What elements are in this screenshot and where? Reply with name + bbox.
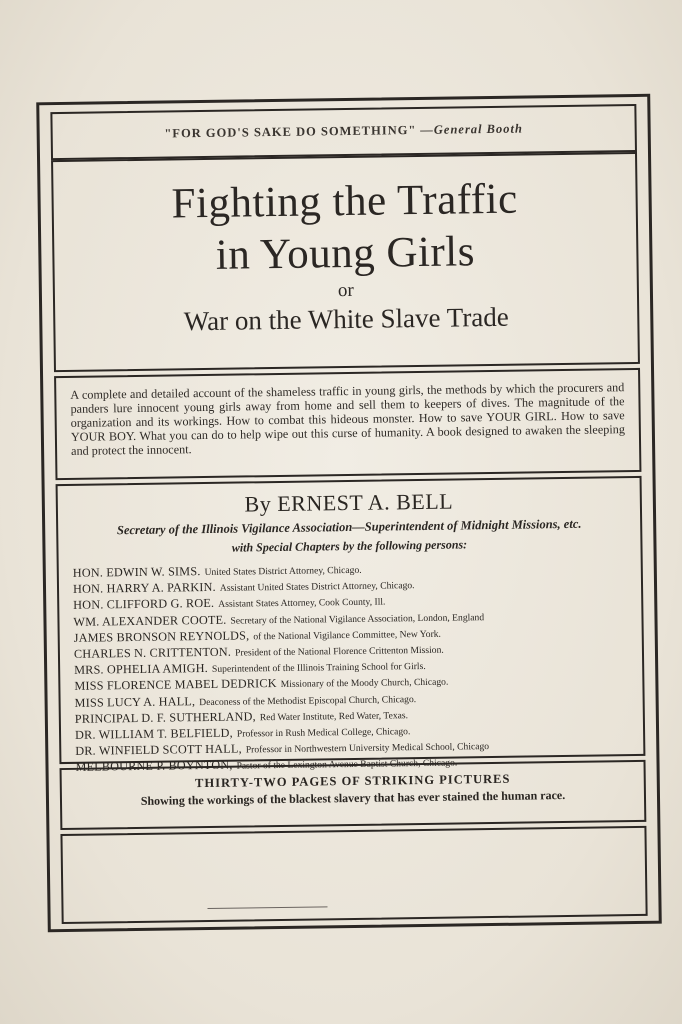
contributor-name: MRS. OPHELIA AMIGH. xyxy=(74,661,209,678)
motto-box xyxy=(50,104,637,160)
motto-quote: "FOR GOD'S SAKE DO SOMETHING" xyxy=(164,123,417,141)
contributor-role: Red Water Institute, Red Water, Texas. xyxy=(259,710,409,724)
contributor-name: MISS FLORENCE MABEL DEDRICK xyxy=(74,676,277,694)
or-connector: or xyxy=(337,279,354,302)
book-title-page xyxy=(36,94,662,932)
contributor-name: MISS LUCY A. HALL, xyxy=(74,693,196,710)
book-title xyxy=(53,172,636,284)
contributor-role: Professor in Northwestern University Medical School, Chicago xyxy=(245,741,490,756)
author-by-line: By ERNEST A. BELL xyxy=(244,488,454,517)
contributor-role: Pastor of the Lexington Avenue Baptist Church, Chicago. xyxy=(236,757,458,773)
pictures-box xyxy=(60,757,647,830)
motto-author: —General Booth xyxy=(420,121,523,137)
contributor-name: CHARLES N. CRITTENTON. xyxy=(73,644,232,661)
contributor-name: MELBOURNE P. BOYNTON, xyxy=(75,758,233,775)
author-box xyxy=(56,476,646,775)
contributor-role: Deaconess of the Methodist Episcopal Church, Chicago. xyxy=(199,693,417,708)
contributor-role: Missionary of the Moody Church, Chicago. xyxy=(280,677,449,691)
contributor-role: Secretary of the National Vigilance Association, London, England xyxy=(230,611,485,627)
motto xyxy=(52,106,634,143)
contributor-name: DR. WILLIAM T. BELFIELD, xyxy=(74,725,233,742)
contributor-role: Assistant States Attorney, Cook County, Ill. xyxy=(218,596,386,611)
book-subtitle: War on the White Slave Trade xyxy=(183,301,509,337)
pictures-subheading: Showing the workings of the blackest slavery that has ever stained the human race. xyxy=(140,788,566,808)
contributor-name: HON. EDWIN W. SIMS. xyxy=(72,564,201,580)
contributor-role: of the National Vigilance Committee, New York. xyxy=(253,628,441,643)
author-title: Secretary of the Illinois Vigilance Association—Superintendent of Midnight Missions, etc. xyxy=(116,516,582,538)
pictures-heading: THIRTY-TWO PAGES OF STRIKING PICTURES xyxy=(194,771,511,791)
book-description: A complete and detailed account of the shameless traffic in young girls, the methods by which the procurers and panders lure innocent young girls away from home and sell them to keepers of dives. The magnitude of the organization and its workings. How to combat this hideous monster. How to save YOUR GIRL. How to save YOUR BOY. What you can do to help wipe out this curse of humanity. A book designed to awaken the sleeping and protect the innocent. xyxy=(70,380,625,458)
contributors-list xyxy=(59,558,644,777)
contributor-name: WM. ALEXANDER COOTE. xyxy=(73,612,227,629)
contributor-role: President of the National Florence Crittenton Mission. xyxy=(235,644,444,659)
book-title-line1: Fighting the Traffic xyxy=(171,175,518,228)
contributor-name: JAMES BRONSON REYNOLDS, xyxy=(73,628,250,645)
blank-box xyxy=(60,826,647,924)
contributor-role: United States District Attorney, Chicago. xyxy=(204,564,362,579)
contributor-role: Superintendent of the Illinois Training School for Girls. xyxy=(211,661,426,676)
description-box xyxy=(54,368,641,480)
contributor-role: Professor in Rush Medical College, Chicago. xyxy=(236,726,411,740)
contributor-name: HON. CLIFFORD G. ROE. xyxy=(73,596,215,613)
contributor-role: Assistant United States District Attorney, Chicago. xyxy=(219,580,415,595)
special-chapters-note: with Special Chapters by the following persons: xyxy=(231,537,468,555)
title-box xyxy=(51,152,640,372)
contributor-name: PRINCIPAL D. F. SUTHERLAND, xyxy=(74,709,256,726)
contributor-name: DR. WINFIELD SCOTT HALL, xyxy=(75,741,242,759)
book-title-line2: in Young Girls xyxy=(215,228,476,279)
contributor-name: HON. HARRY A. PARKIN. xyxy=(72,580,216,597)
